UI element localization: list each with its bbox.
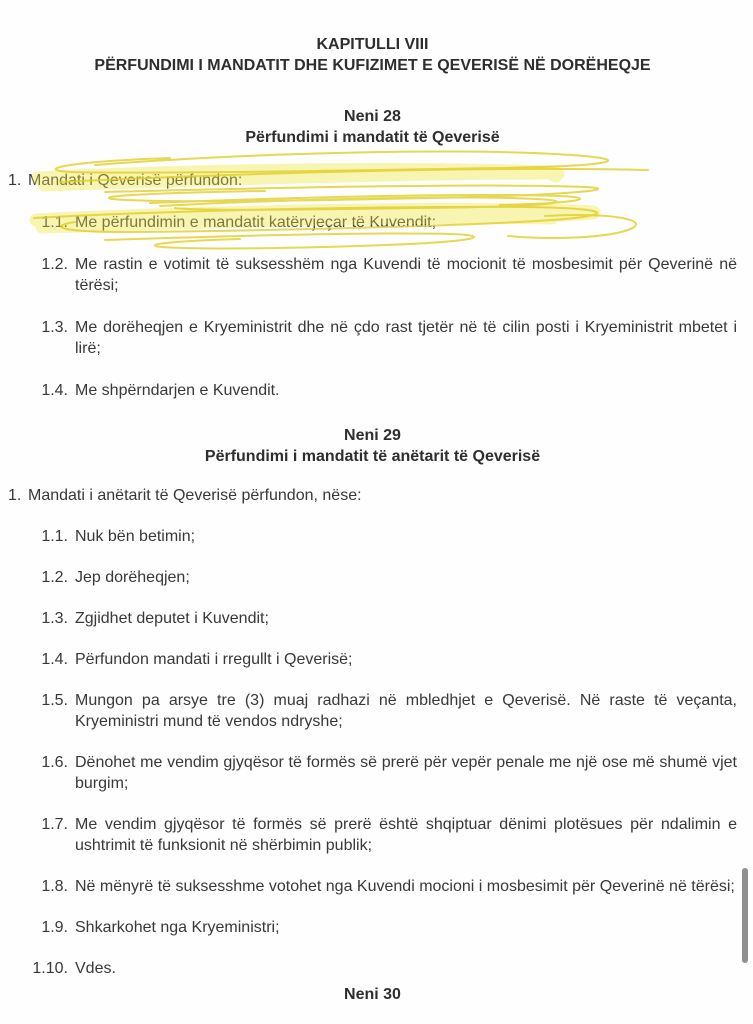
list-item (8, 917, 737, 938)
list-item (8, 876, 737, 897)
list-item-number: 1.8. (41, 878, 68, 895)
scrollbar-thumb[interactable] (742, 868, 748, 963)
list-item-number: 1.1. (41, 214, 68, 231)
list-item-text: Me përfundimin e mandatit katërvjeçar të Kuvendit; (75, 214, 437, 231)
article-number: Neni 29 (344, 427, 401, 444)
list-item-number: 1.4. (41, 382, 68, 399)
list-item-number: 1.4. (41, 651, 68, 668)
list-item-number: 1.3. (41, 610, 68, 627)
list-item-text: Jep dorëheqjen; (75, 569, 190, 586)
list-item-number: 1.2. (41, 569, 68, 586)
list-item-text: Zgjidhet deputet i Kuvendit; (75, 610, 269, 627)
article-number: Neni 28 (344, 108, 401, 125)
list-item-number: 1.9. (41, 919, 68, 936)
list-item-number: 1.10. (32, 960, 68, 977)
list-item-text: Me dorëheqjen e Kryeministrit dhe në çdo rast tjetër në të cilin posti i Kryeministrit mbetet i lirë; (75, 319, 737, 357)
list-item-highlighted (8, 212, 737, 233)
list-item (8, 958, 737, 979)
chapter-title (8, 34, 737, 76)
list-item-number: 1.3. (41, 319, 68, 336)
list-item-text: Nuk bën betimin; (75, 528, 196, 545)
section-neni-29-body (8, 485, 737, 979)
section-heading-neni-29 (8, 425, 737, 467)
list-item-text: Në mënyrë të suksesshme votohet nga Kuvendi mocioni i mosbesimit për Qeverinë në tërësi; (75, 878, 735, 895)
list-item (8, 690, 737, 732)
list-item-text: Dënohet me vendim gjyqësor të formës së prerë për vepër penale me një ose më shumë vjet burgim; (75, 754, 737, 792)
list-item-text: Me shpërndarjen e Kuvendit. (75, 382, 280, 399)
section-heading-neni-28 (8, 106, 737, 148)
list-item-number: 1.7. (41, 816, 68, 833)
list-item (8, 649, 737, 670)
list-item-intro (8, 485, 737, 506)
list-item-number: 1.6. (41, 754, 68, 771)
list-item-number: 1.2. (41, 256, 68, 273)
list-item-number: 1.5. (41, 692, 68, 709)
list-item-text: Shkarkohet nga Kryeministri; (75, 919, 280, 936)
list-item-intro-highlighted (8, 170, 737, 191)
list-item-number: 1. (8, 172, 22, 189)
list-item-text: Me rastin e votimit të suksesshëm nga Kuvendi të mocionit të mosbesimit për Qeverinë në tërësi; (75, 256, 737, 294)
section-neni-28-body (8, 170, 737, 401)
article-title: Përfundimi i mandatit të Qeverisë (245, 129, 500, 146)
article-title: Përfundimi i mandatit të anëtarit të Qeverisë (204, 448, 541, 465)
chapter-heading-text: PËRFUNDIMI I MANDATIT DHE KUFIZIMET E QEVERISË NË DORËHEQJE (94, 57, 651, 74)
list-item (8, 567, 737, 588)
list-item-number: 1. (8, 487, 22, 504)
list-item-number: 1.1. (41, 528, 68, 545)
list-item (8, 608, 737, 629)
list-item (8, 752, 737, 794)
list-item-text: Mandati i Qeverisë përfundon: (28, 172, 243, 189)
list-item-text: Mandati i anëtarit të Qeverisë përfundon, nëse: (28, 487, 362, 504)
section-heading-neni-30: Neni 30 (344, 986, 401, 1003)
list-item-text: Mungon pa arsye tre (3) muaj radhazi në mbledhjet e Qeverisë. Në raste të veçanta, Kryeministri mund të vendos ndryshe; (75, 692, 737, 730)
list-item-text: Vdes. (75, 960, 116, 977)
list-item (8, 526, 737, 547)
list-item (8, 254, 737, 296)
list-item-text: Me vendim gjyqësor të formës së prerë është shqiptuar dënimi plotësues për ndalimin e ushtrimit të funksionit në shërbimin publik; (75, 816, 737, 854)
list-item (8, 380, 737, 401)
list-item (8, 317, 737, 359)
chapter-number: KAPITULLI VIII (316, 36, 429, 53)
list-item-text: Përfundon mandati i rregullt i Qeverisë; (75, 651, 353, 668)
list-item (8, 814, 737, 856)
